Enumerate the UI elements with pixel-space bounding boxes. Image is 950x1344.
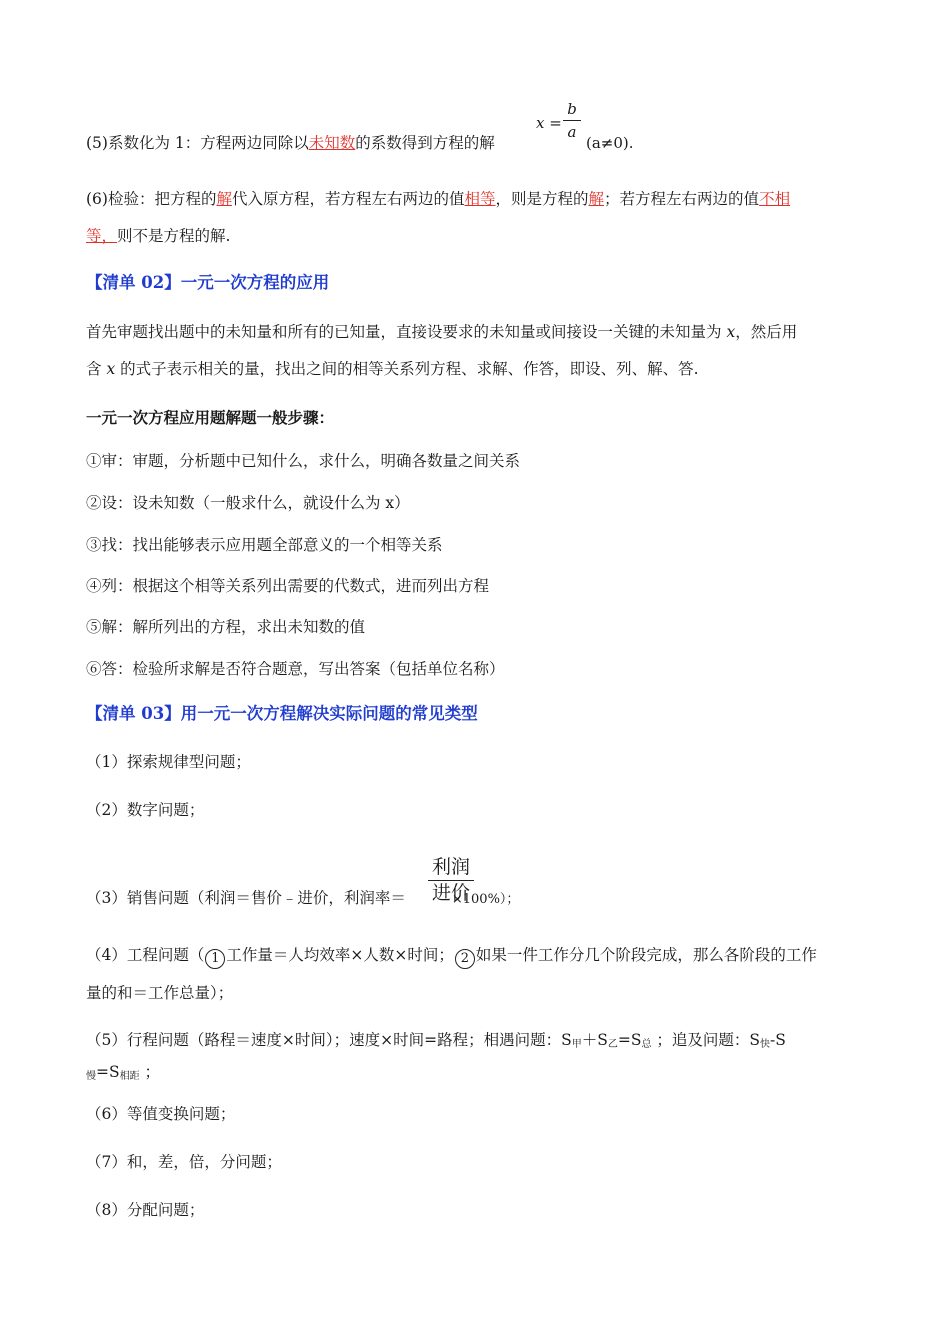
type-item: （2）数字问题； (86, 801, 205, 819)
para-variable: x (106, 360, 116, 378)
step6-text: 则不是方程的解. (117, 227, 231, 245)
steps-title: 一元一次方程应用题解题一般步骤： (86, 408, 335, 427)
eng-text: 如果一件工作分几个阶段完成，那么各阶段的工作 (475, 946, 817, 964)
travel-text: ；追及问题：S (651, 1031, 760, 1049)
step6-text: ；若方程左右两边的值 (604, 190, 760, 208)
subscript: 甲 (571, 1039, 582, 1050)
travel-text: ＋S (581, 1031, 608, 1049)
type-item-travel-line2 (86, 1062, 160, 1087)
step-item: ④列：根据这个相等关系列出需要的代数式，进而列出方程 (86, 577, 490, 595)
para-variable: x (726, 323, 736, 341)
profit-rate-fraction (428, 852, 474, 905)
travel-text: ； (139, 1063, 161, 1081)
subscript: 乙 (607, 1039, 618, 1050)
section2-para-line2 (86, 359, 699, 379)
step6-text: 代入原方程，若方程左右两边的值 (231, 190, 465, 208)
fraction-numerator: 利润 (431, 856, 470, 878)
para-text: 的式子表示相关的量，找出之间的相等关系列方程、求解、作答，即设、列、解、答. (115, 360, 699, 378)
subscript: 相距 (119, 1071, 140, 1082)
step6-highlight: 等， (86, 227, 118, 245)
section3-title: 【清单 03】用一元一次方程解决实际问题的常见类型 (86, 704, 478, 723)
type-item: （1）探索规律型问题； (86, 753, 251, 771)
step-item: ②设：设未知数（一般求什么，就设什么为 x） (86, 494, 410, 512)
subscript: 快 (759, 1039, 770, 1050)
para-text: 含 (86, 360, 107, 378)
travel-text: （5）行程问题（路程＝速度×时间）；速度×时间=路程；相遇问题：S (86, 1031, 572, 1049)
section2-para-line1 (86, 322, 797, 342)
type-item-engineering-line2: 量的和＝工作总量）； (86, 984, 234, 1002)
travel-text: =S (96, 1063, 120, 1081)
type-item-engineering-line1 (86, 945, 817, 969)
sales-text: ×100%）； (451, 892, 520, 907)
step-item: ⑥答：检验所求解是否符合题意，写出答案（包括单位名称） (86, 660, 505, 678)
eng-text: 工作量＝人均效率×人数×时间； (226, 946, 454, 964)
step6-line2 (86, 226, 230, 246)
fraction-numerator: b (567, 100, 577, 118)
step5-prefix: (5)系数化为 1：方程两边同除以 (86, 134, 309, 152)
fraction-denominator: a (567, 123, 577, 141)
step-item: ⑤解：解所列出的方程，求出未知数的值 (86, 618, 366, 636)
travel-text: -S (769, 1031, 786, 1049)
step6-highlight: 解 (588, 190, 605, 208)
type-item: （8）分配问题； (86, 1201, 205, 1219)
type-item: （7）和，差，倍，分问题； (86, 1153, 282, 1171)
step6-highlight: 解 (216, 190, 232, 208)
step5-line (86, 133, 495, 153)
step5-formula-lhs: x = (536, 114, 562, 132)
para-text: 首先审题找出题中的未知量和所有的已知量，直接设要求的未知量或间接设一关键的未知量为 (86, 323, 727, 341)
step5-highlight: 未知数 (308, 134, 356, 152)
step-item: ①审：审题，分析题中已知什么，求什么，明确各数量之间关系 (86, 452, 521, 470)
eng-text: （4）工程问题（ (86, 946, 205, 964)
step6-highlight: 不相 (759, 190, 791, 208)
step5-condition: (a≠0). (586, 134, 634, 152)
step5-suffix: 的系数得到方程的解 (355, 134, 495, 152)
step6-highlight: 相等 (464, 190, 496, 208)
subscript: 慢 (86, 1071, 96, 1082)
step5-fraction (563, 100, 581, 141)
sales-text: （3）销售问题（利润＝售价﹣进价，利润率＝ (86, 889, 406, 907)
step6-text: ，则是方程的 (495, 190, 589, 208)
step6-line1 (86, 189, 790, 209)
type-item-travel-line1 (86, 1030, 786, 1055)
para-text: ，然后用 (735, 323, 798, 341)
travel-text: =S (617, 1031, 642, 1049)
step-item: ③找：找出能够表示应用题全部意义的一个相等关系 (86, 536, 443, 554)
circled-number: 2 (455, 949, 475, 969)
step6-text: (6)检验：把方程的 (86, 190, 217, 208)
type-item: （6）等值变换问题； (86, 1105, 236, 1123)
circled-number: 1 (205, 949, 225, 969)
subscript: 总 (641, 1039, 652, 1050)
fraction-bar (563, 120, 581, 121)
fraction-denominator: 进价 (431, 882, 470, 904)
section2-title: 【清单 02】一元一次方程的应用 (86, 273, 330, 292)
